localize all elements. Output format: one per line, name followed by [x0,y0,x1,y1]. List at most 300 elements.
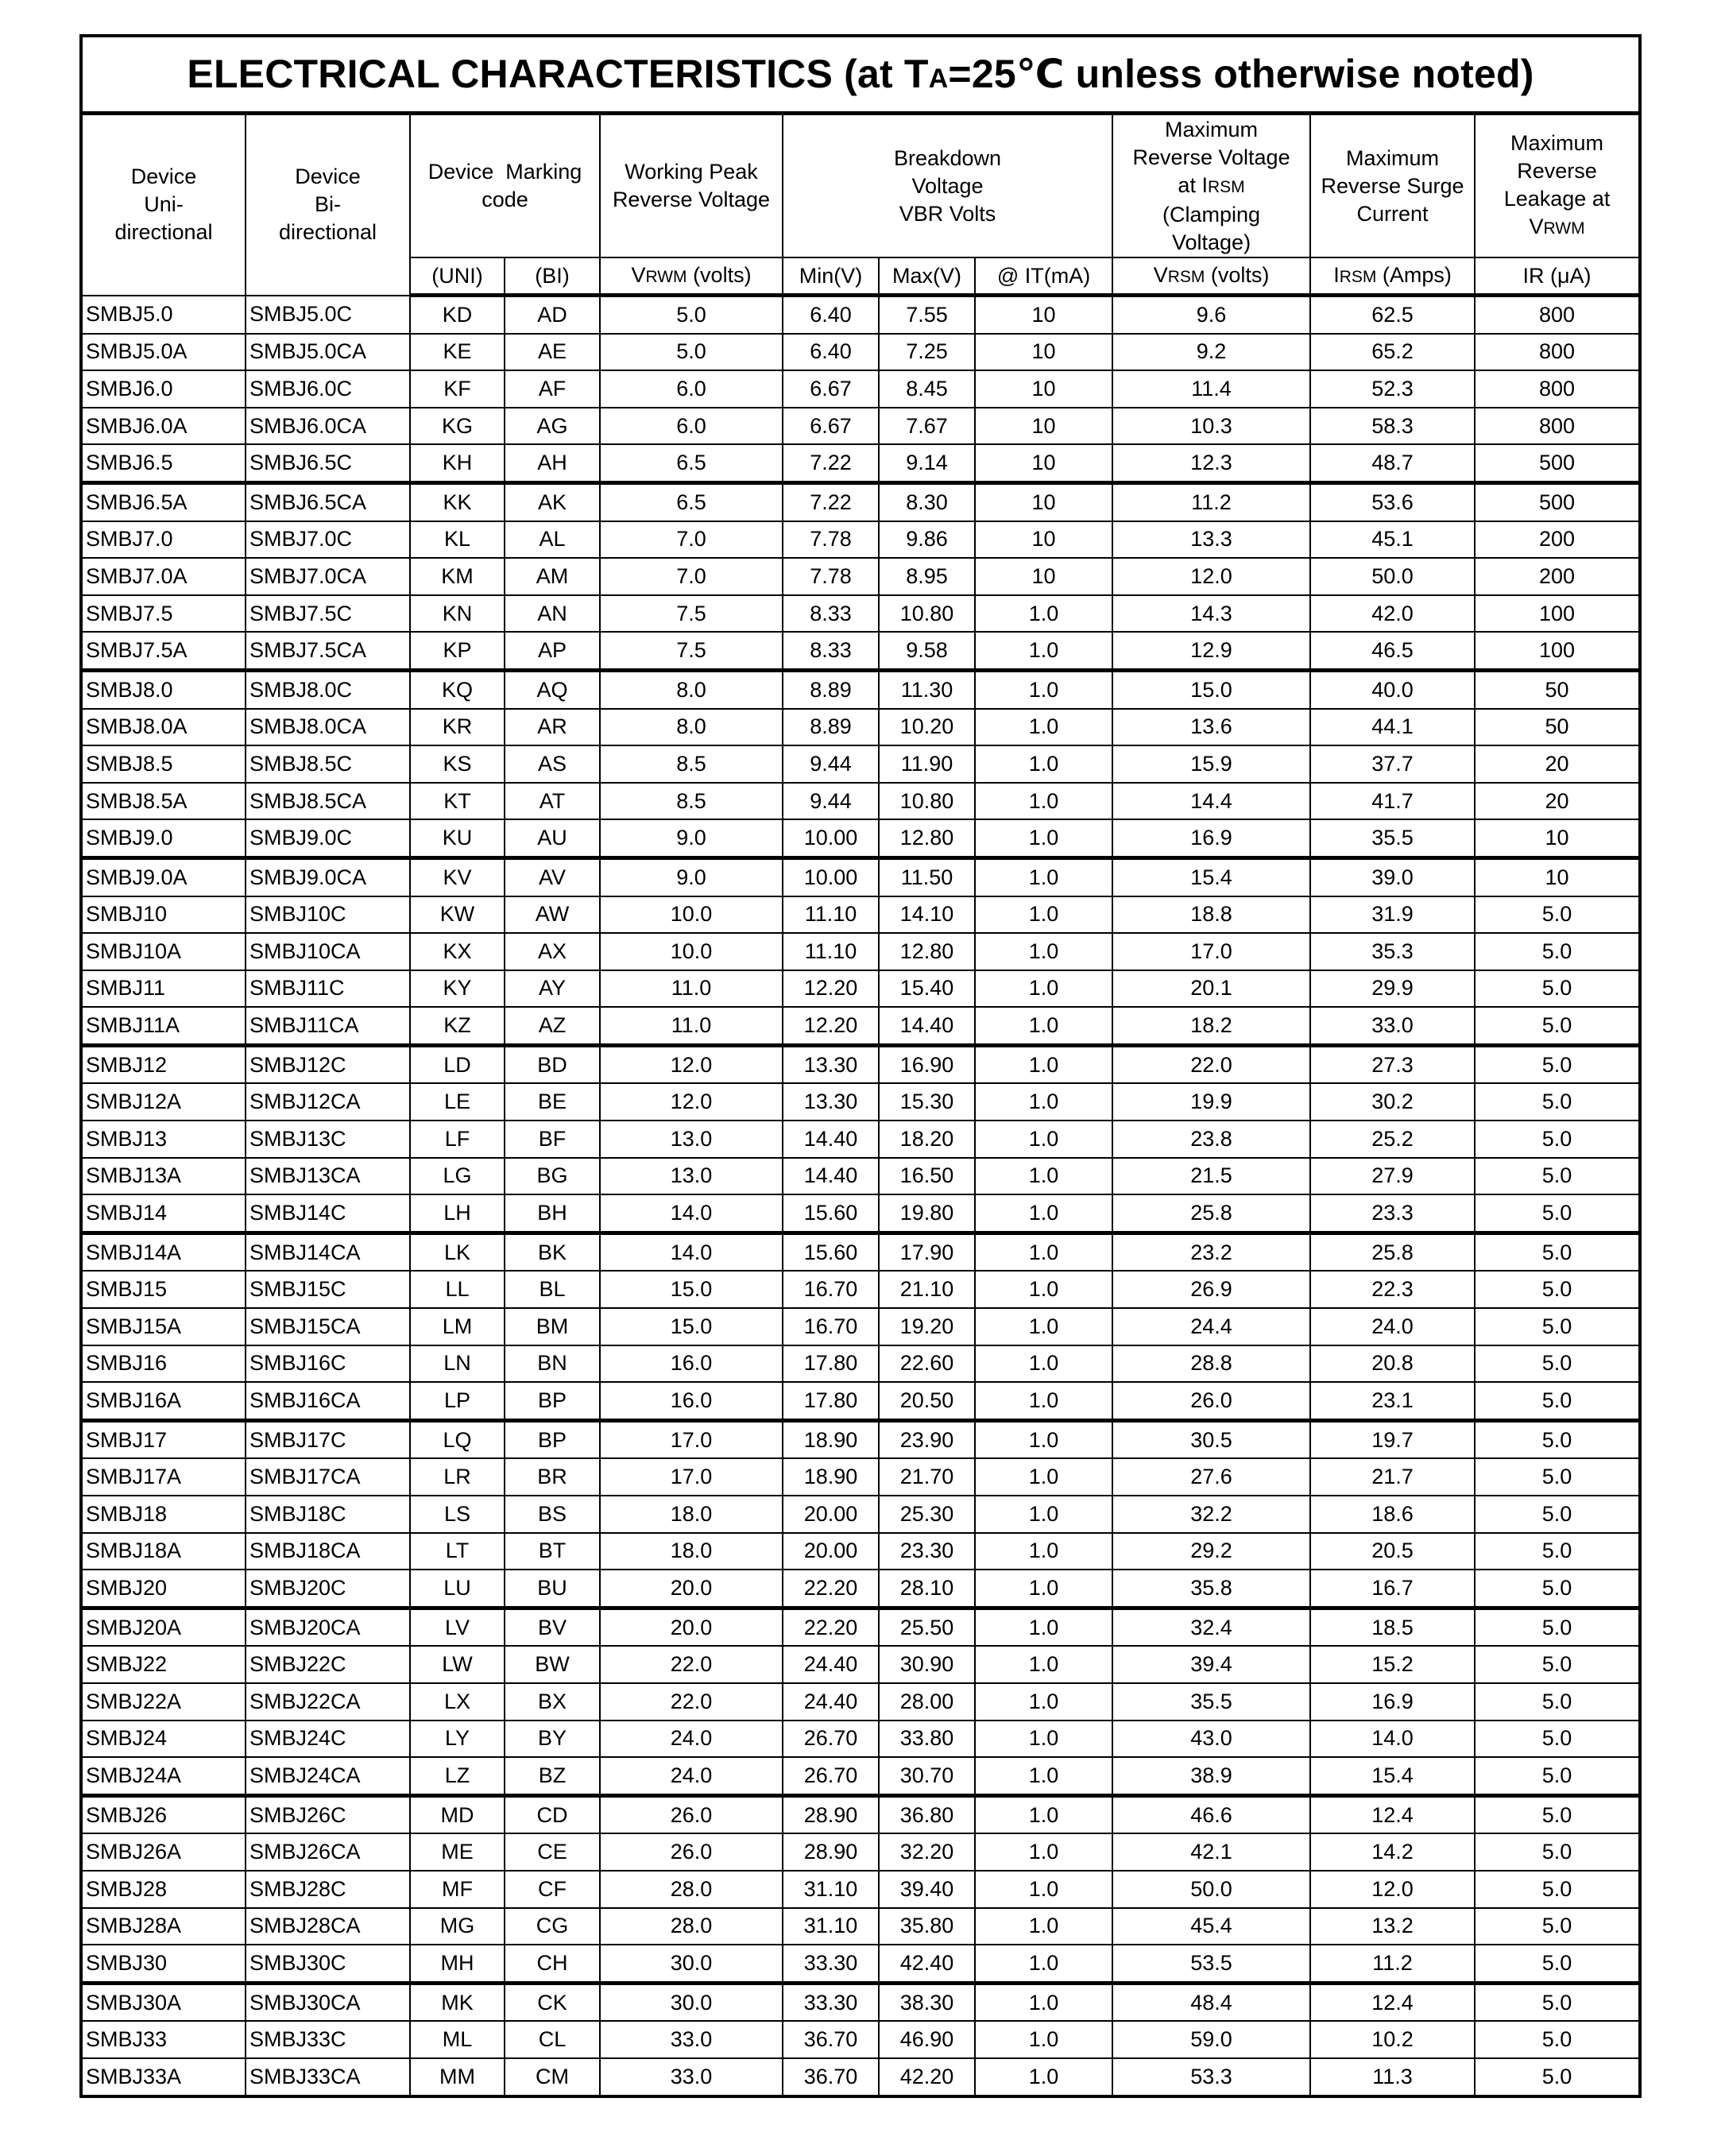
cell-it: 1.0 [975,1045,1112,1083]
cell-ir: 5.0 [1475,1721,1638,1758]
cell-device-bi: SMBJ33CA [246,2058,410,2095]
cell-vrsm: 11.4 [1112,370,1310,408]
cell-marking-uni: KW [410,896,505,934]
cell-marking-uni: KQ [410,670,505,708]
cell-device-bi: SMBJ16C [246,1345,410,1383]
cell-vbr-max: 8.95 [879,558,975,595]
cell-vrwm: 33.0 [600,2058,783,2095]
cell-device-uni: SMBJ33 [83,2021,246,2058]
cell-device-bi: SMBJ6.0CA [246,408,410,445]
cell-device-uni: SMBJ17 [83,1420,246,1458]
cell-vrwm: 10.0 [600,896,783,934]
cell-ir: 5.0 [1475,1945,1638,1983]
cell-marking-bi: BY [505,1721,600,1758]
cell-device-bi: SMBJ8.0C [246,670,410,708]
cell-it: 1.0 [975,595,1112,633]
cell-vbr-min: 31.10 [783,1871,879,1908]
cell-device-uni: SMBJ30A [83,1983,246,2021]
cell-ir: 800 [1475,296,1638,334]
cell-marking-uni: LP [410,1382,505,1420]
cell-vbr-max: 11.50 [879,857,975,896]
table-row [83,819,1638,857]
cell-vbr-max: 9.14 [879,444,975,482]
cell-vrwm: 22.0 [600,1646,783,1683]
cell-device-bi: SMBJ15C [246,1271,410,1308]
cell-device-bi: SMBJ24CA [246,1757,410,1795]
cell-marking-uni: KF [410,370,505,408]
electrical-characteristics-sheet [79,34,1642,2098]
cell-vrsm: 30.5 [1112,1420,1310,1458]
cell-vbr-max: 8.30 [879,482,975,521]
cell-vrwm: 26.0 [600,1833,783,1871]
cell-device-bi: SMBJ14C [246,1194,410,1233]
cell-it: 1.0 [975,1420,1112,1458]
cell-device-uni: SMBJ24A [83,1757,246,1795]
cell-marking-uni: KE [410,334,505,371]
cell-marking-uni: ME [410,1833,505,1871]
cell-device-uni: SMBJ6.5A [83,482,246,521]
subheader-it: @ IT(mA) [975,257,1112,296]
cell-device-uni: SMBJ12 [83,1045,246,1083]
table-row [83,970,1638,1008]
cell-ir: 5.0 [1475,1570,1638,1608]
cell-marking-uni: LW [410,1646,505,1683]
cell-irsm: 18.6 [1310,1496,1475,1533]
cell-marking-uni: LX [410,1683,505,1721]
cell-ir: 5.0 [1475,1646,1638,1683]
cell-ir: 800 [1475,370,1638,408]
cell-it: 1.0 [975,1533,1112,1570]
cell-marking-uni: LM [410,1308,505,1345]
cell-vbr-max: 22.60 [879,1345,975,1383]
cell-irsm: 44.1 [1310,709,1475,746]
cell-vbr-min: 14.40 [783,1158,879,1195]
cell-vbr-min: 36.70 [783,2058,879,2095]
cell-marking-bi: CD [505,1795,600,1833]
cell-irsm: 12.4 [1310,1795,1475,1833]
cell-ir: 5.0 [1475,933,1638,970]
cell-ir: 5.0 [1475,1983,1638,2021]
cell-irsm: 12.0 [1310,1871,1475,1908]
cell-vbr-min: 15.60 [783,1194,879,1233]
cell-it: 1.0 [975,1345,1112,1383]
cell-marking-bi: BH [505,1194,600,1233]
cell-ir: 5.0 [1475,1345,1638,1383]
cell-device-uni: SMBJ16 [83,1345,246,1383]
cell-irsm: 62.5 [1310,296,1475,334]
cell-ir: 20 [1475,783,1638,820]
cell-vbr-max: 12.80 [879,819,975,857]
cell-device-bi: SMBJ24C [246,1721,410,1758]
cell-device-uni: SMBJ30 [83,1945,246,1983]
cell-irsm: 20.5 [1310,1533,1475,1570]
cell-it: 1.0 [975,1721,1112,1758]
cell-irsm: 16.7 [1310,1570,1475,1608]
cell-ir: 10 [1475,819,1638,857]
cell-device-bi: SMBJ16CA [246,1382,410,1420]
cell-vbr-max: 15.30 [879,1083,975,1121]
cell-vbr-max: 23.30 [879,1533,975,1570]
cell-it: 1.0 [975,1121,1112,1158]
cell-vbr-min: 8.33 [783,595,879,633]
cell-vrwm: 6.0 [600,370,783,408]
cell-device-bi: SMBJ5.0C [246,296,410,334]
cell-device-uni: SMBJ5.0 [83,296,246,334]
cell-device-uni: SMBJ20 [83,1570,246,1608]
cell-vrsm: 29.2 [1112,1533,1310,1570]
subheader-vrwm: VRWM (volts) [600,257,783,296]
table-row [83,1458,1638,1496]
cell-it: 10 [975,558,1112,595]
cell-vrsm: 16.9 [1112,819,1310,857]
cell-marking-bi: AZ [505,1007,600,1045]
cell-vrsm: 42.1 [1112,1833,1310,1871]
cell-vrwm: 8.0 [600,709,783,746]
cell-device-uni: SMBJ8.5 [83,745,246,783]
cell-marking-bi: BR [505,1458,600,1496]
cell-vrsm: 32.2 [1112,1496,1310,1533]
cell-marking-bi: AW [505,896,600,934]
cell-marking-bi: CG [505,1908,600,1945]
cell-marking-uni: LD [410,1045,505,1083]
table-row [83,857,1638,896]
cell-device-uni: SMBJ16A [83,1382,246,1420]
cell-device-bi: SMBJ7.5C [246,595,410,633]
cell-irsm: 24.0 [1310,1308,1475,1345]
cell-device-uni: SMBJ15A [83,1308,246,1345]
table-row [83,1007,1638,1045]
cell-vrsm: 19.9 [1112,1083,1310,1121]
cell-vrwm: 26.0 [600,1795,783,1833]
cell-it: 1.0 [975,1833,1112,1871]
cell-irsm: 39.0 [1310,857,1475,896]
cell-device-uni: SMBJ20A [83,1608,246,1646]
cell-vbr-max: 42.20 [879,2058,975,2095]
cell-vbr-max: 21.70 [879,1458,975,1496]
cell-device-uni: SMBJ12A [83,1083,246,1121]
cell-device-bi: SMBJ10C [246,896,410,934]
cell-vbr-max: 25.50 [879,1608,975,1646]
cell-device-uni: SMBJ8.5A [83,783,246,820]
cell-vrsm: 39.4 [1112,1646,1310,1683]
cell-ir: 5.0 [1475,1045,1638,1083]
cell-vbr-min: 14.40 [783,1121,879,1158]
cell-irsm: 42.0 [1310,595,1475,633]
cell-marking-bi: CF [505,1871,600,1908]
table-row [83,1795,1638,1833]
cell-vbr-min: 33.30 [783,1945,879,1983]
cell-vrsm: 15.0 [1112,670,1310,708]
cell-vbr-max: 9.86 [879,521,975,559]
cell-marking-bi: AF [505,370,600,408]
cell-vrwm: 30.0 [600,1983,783,2021]
cell-vbr-min: 9.44 [783,783,879,820]
cell-device-uni: SMBJ33A [83,2058,246,2095]
cell-marking-uni: LT [410,1533,505,1570]
table-row [83,1871,1638,1908]
cell-marking-uni: KU [410,819,505,857]
table-row [83,521,1638,559]
table-row [83,1045,1638,1083]
cell-vrwm: 8.5 [600,783,783,820]
cell-device-uni: SMBJ28A [83,1908,246,1945]
cell-vrwm: 20.0 [600,1608,783,1646]
cell-device-uni: SMBJ18A [83,1533,246,1570]
cell-vbr-min: 20.00 [783,1533,879,1570]
cell-it: 1.0 [975,745,1112,783]
cell-vbr-max: 19.20 [879,1308,975,1345]
cell-vrwm: 17.0 [600,1458,783,1496]
cell-vrsm: 35.5 [1112,1683,1310,1721]
cell-device-bi: SMBJ11C [246,970,410,1008]
cell-vbr-min: 18.90 [783,1420,879,1458]
cell-vrsm: 28.8 [1112,1345,1310,1383]
cell-it: 1.0 [975,1945,1112,1983]
cell-device-bi: SMBJ14CA [246,1233,410,1271]
cell-ir: 100 [1475,595,1638,633]
table-row [83,370,1638,408]
cell-ir: 800 [1475,408,1638,445]
cell-device-bi: SMBJ10CA [246,933,410,970]
cell-device-bi: SMBJ18C [246,1496,410,1533]
cell-marking-uni: LN [410,1345,505,1383]
cell-vbr-max: 9.58 [879,632,975,670]
cell-vrwm: 6.5 [600,482,783,521]
table-row [83,1158,1638,1195]
cell-irsm: 18.5 [1310,1608,1475,1646]
cell-irsm: 15.4 [1310,1757,1475,1795]
cell-vrwm: 7.5 [600,632,783,670]
cell-it: 10 [975,482,1112,521]
cell-marking-bi: AX [505,933,600,970]
cell-irsm: 27.9 [1310,1158,1475,1195]
cell-marking-bi: BG [505,1158,600,1195]
title-main: ELECTRICAL CHARACTERISTICS (at T [187,52,929,96]
cell-it: 1.0 [975,1983,1112,2021]
cell-marking-bi: AD [505,296,600,334]
cell-vrsm: 18.8 [1112,896,1310,934]
cell-vrsm: 38.9 [1112,1757,1310,1795]
cell-irsm: 46.5 [1310,632,1475,670]
cell-irsm: 45.1 [1310,521,1475,559]
cell-marking-uni: LY [410,1721,505,1758]
cell-ir: 5.0 [1475,1458,1638,1496]
cell-ir: 5.0 [1475,1271,1638,1308]
cell-irsm: 23.1 [1310,1382,1475,1420]
cell-it: 1.0 [975,1496,1112,1533]
cell-device-uni: SMBJ22A [83,1683,246,1721]
cell-vrwm: 20.0 [600,1570,783,1608]
cell-vrwm: 28.0 [600,1908,783,1945]
cell-device-uni: SMBJ10A [83,933,246,970]
cell-irsm: 11.2 [1310,1945,1475,1983]
cell-vrsm: 50.0 [1112,1871,1310,1908]
cell-vrwm: 13.0 [600,1158,783,1195]
header-max-reverse-leakage: Maximum Reverse Leakage at VRWM [1475,115,1638,257]
cell-irsm: 21.7 [1310,1458,1475,1496]
table-row [83,1420,1638,1458]
header-device-bi: Device Bi- directional [246,115,410,296]
cell-marking-uni: KK [410,482,505,521]
cell-vrwm: 12.0 [600,1045,783,1083]
cell-marking-uni: KL [410,521,505,559]
cell-irsm: 12.4 [1310,1983,1475,2021]
cell-vrsm: 24.4 [1112,1308,1310,1345]
cell-irsm: 15.2 [1310,1646,1475,1683]
cell-marking-bi: CK [505,1983,600,2021]
cell-vbr-min: 22.20 [783,1570,879,1608]
cell-ir: 5.0 [1475,896,1638,934]
cell-marking-bi: BD [505,1045,600,1083]
cell-marking-uni: KM [410,558,505,595]
cell-vrsm: 12.3 [1112,444,1310,482]
cell-marking-bi: CM [505,2058,600,2095]
cell-vbr-max: 20.50 [879,1382,975,1420]
cell-irsm: 35.3 [1310,933,1475,970]
cell-device-bi: SMBJ28C [246,1871,410,1908]
table-row [83,334,1638,371]
header-breakdown-voltage: Breakdown Voltage VBR Volts [783,115,1112,257]
cell-device-uni: SMBJ26A [83,1833,246,1871]
subheader-min: Min(V) [783,257,879,296]
table-row [83,408,1638,445]
cell-vbr-min: 6.40 [783,334,879,371]
cell-marking-bi: BV [505,1608,600,1646]
cell-vrsm: 20.1 [1112,970,1310,1008]
cell-vrsm: 21.5 [1112,1158,1310,1195]
cell-marking-uni: LQ [410,1420,505,1458]
cell-vbr-max: 33.80 [879,1721,975,1758]
cell-marking-bi: AR [505,709,600,746]
cell-device-uni: SMBJ18 [83,1496,246,1533]
cell-device-bi: SMBJ28CA [246,1908,410,1945]
cell-marking-bi: CL [505,2021,600,2058]
cell-device-uni: SMBJ14 [83,1194,246,1233]
cell-it: 1.0 [975,1871,1112,1908]
cell-marking-bi: AT [505,783,600,820]
cell-vbr-max: 46.90 [879,2021,975,2058]
cell-vbr-max: 11.30 [879,670,975,708]
cell-marking-bi: CE [505,1833,600,1871]
cell-it: 1.0 [975,1683,1112,1721]
cell-device-bi: SMBJ20C [246,1570,410,1608]
cell-vrsm: 12.0 [1112,558,1310,595]
cell-marking-uni: KX [410,933,505,970]
cell-marking-uni: MF [410,1871,505,1908]
cell-vbr-max: 16.90 [879,1045,975,1083]
cell-device-bi: SMBJ17CA [246,1458,410,1496]
cell-vrwm: 17.0 [600,1420,783,1458]
table-row [83,1721,1638,1758]
cell-vrwm: 6.5 [600,444,783,482]
cell-marking-uni: MM [410,2058,505,2095]
cell-device-bi: SMBJ18CA [246,1533,410,1570]
cell-vbr-max: 18.20 [879,1121,975,1158]
cell-vrwm: 16.0 [600,1382,783,1420]
cell-marking-bi: BL [505,1271,600,1308]
cell-it: 1.0 [975,670,1112,708]
cell-vbr-min: 20.00 [783,1496,879,1533]
cell-marking-uni: LU [410,1570,505,1608]
cell-it: 10 [975,444,1112,482]
table-row [83,1121,1638,1158]
cell-vrwm: 5.0 [600,334,783,371]
cell-marking-uni: KY [410,970,505,1008]
subheader-uni: (UNI) [410,257,505,296]
cell-marking-bi: AS [505,745,600,783]
cell-vbr-min: 24.40 [783,1683,879,1721]
cell-device-bi: SMBJ8.5CA [246,783,410,820]
cell-marking-uni: KP [410,632,505,670]
cell-vbr-min: 7.22 [783,444,879,482]
cell-vbr-min: 12.20 [783,1007,879,1045]
table-row [83,709,1638,746]
cell-device-uni: SMBJ11 [83,970,246,1008]
cell-device-uni: SMBJ10 [83,896,246,934]
cell-ir: 5.0 [1475,1121,1638,1158]
cell-vrwm: 9.0 [600,857,783,896]
cell-device-uni: SMBJ6.5 [83,444,246,482]
cell-marking-uni: LZ [410,1757,505,1795]
cell-vbr-min: 36.70 [783,2021,879,2058]
cell-vrsm: 10.3 [1112,408,1310,445]
cell-irsm: 23.3 [1310,1194,1475,1233]
cell-device-bi: SMBJ22C [246,1646,410,1683]
cell-irsm: 25.8 [1310,1233,1475,1271]
cell-irsm: 65.2 [1310,334,1475,371]
cell-vbr-max: 28.10 [879,1570,975,1608]
cell-ir: 5.0 [1475,1795,1638,1833]
table-row [83,2058,1638,2095]
cell-ir: 5.0 [1475,1233,1638,1271]
cell-it: 1.0 [975,1908,1112,1945]
table-row [83,783,1638,820]
cell-vbr-min: 10.00 [783,857,879,896]
cell-device-bi: SMBJ9.0CA [246,857,410,896]
cell-irsm: 22.3 [1310,1271,1475,1308]
cell-vbr-min: 26.70 [783,1721,879,1758]
cell-it: 1.0 [975,1382,1112,1420]
table-row [83,1382,1638,1420]
cell-vbr-min: 8.33 [783,632,879,670]
cell-vbr-min: 26.70 [783,1757,879,1795]
cell-device-bi: SMBJ11CA [246,1007,410,1045]
cell-marking-bi: AN [505,595,600,633]
cell-vrwm: 11.0 [600,970,783,1008]
title-subscript: A [928,64,949,94]
cell-marking-bi: BM [505,1308,600,1345]
cell-ir: 5.0 [1475,2058,1638,2095]
cell-vbr-min: 7.78 [783,521,879,559]
table-row [83,1646,1638,1683]
cell-vbr-max: 8.45 [879,370,975,408]
cell-it: 10 [975,521,1112,559]
cell-vbr-max: 39.40 [879,1871,975,1908]
cell-irsm: 37.7 [1310,745,1475,783]
cell-vrsm: 27.6 [1112,1458,1310,1496]
cell-ir: 5.0 [1475,2021,1638,2058]
cell-vrwm: 18.0 [600,1496,783,1533]
cell-vbr-min: 6.67 [783,408,879,445]
cell-it: 1.0 [975,1570,1112,1608]
cell-vrwm: 30.0 [600,1945,783,1983]
cell-marking-bi: AE [505,334,600,371]
cell-device-bi: SMBJ12CA [246,1083,410,1121]
cell-device-bi: SMBJ5.0CA [246,334,410,371]
cell-ir: 5.0 [1475,1420,1638,1458]
header-marking-code: Device Marking code [410,115,600,257]
cell-vbr-max: 10.80 [879,595,975,633]
